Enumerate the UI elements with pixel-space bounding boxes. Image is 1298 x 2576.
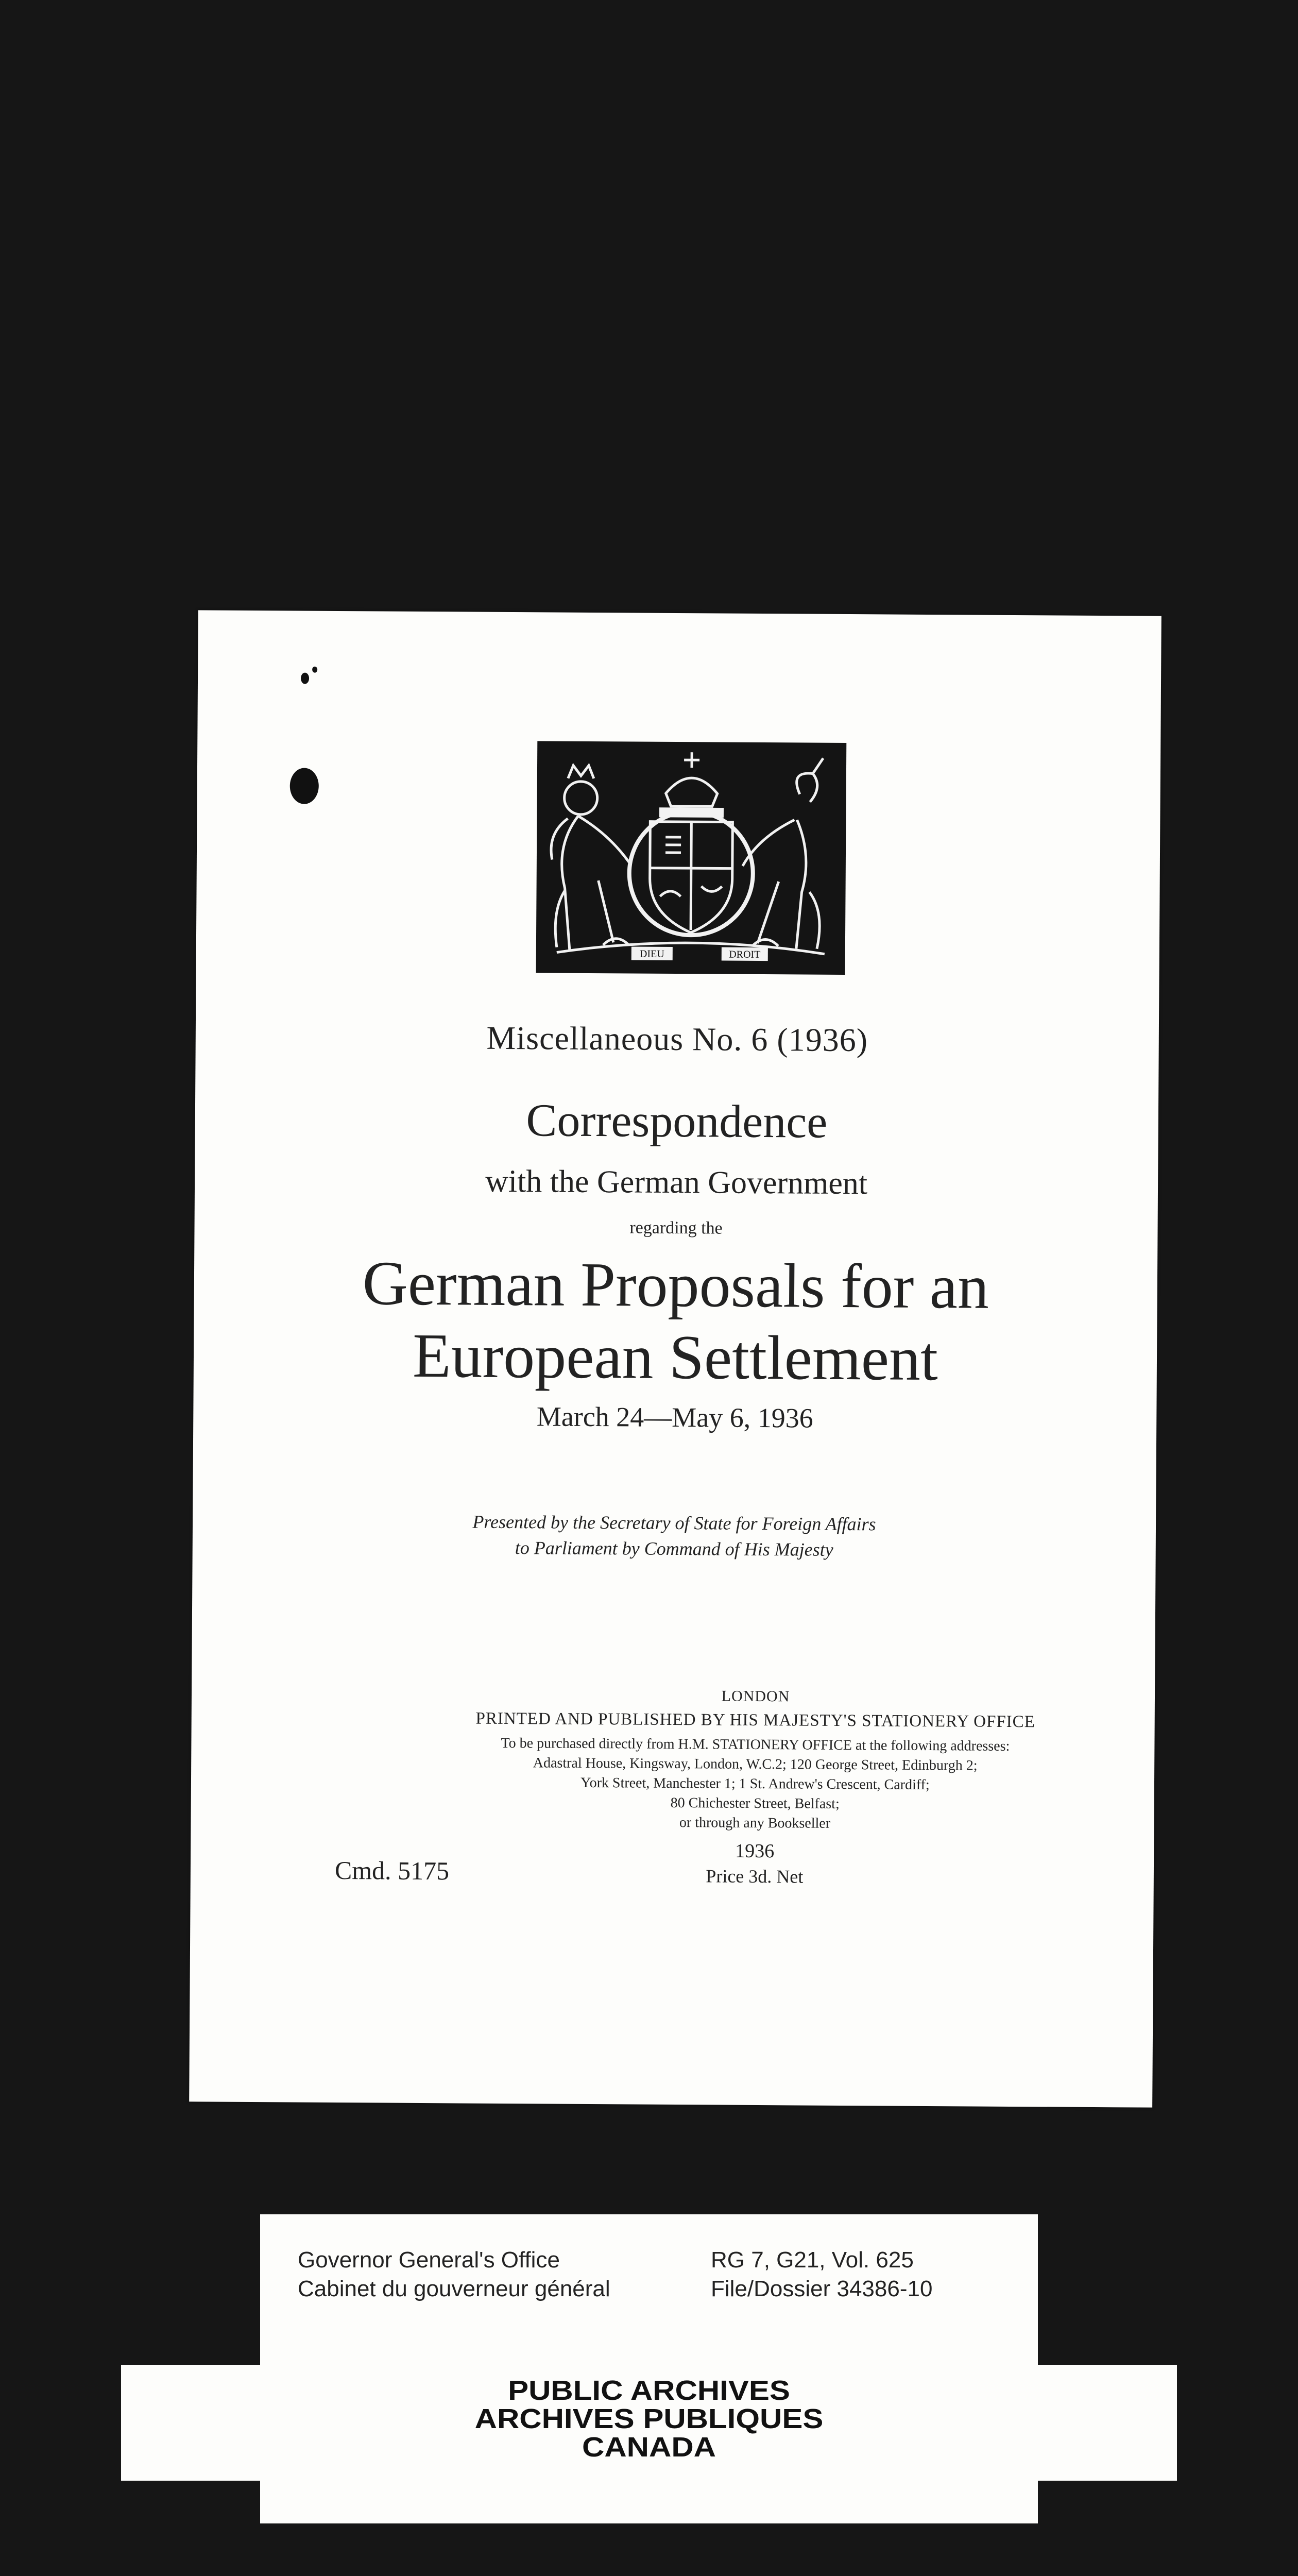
imprint-printer: PRINTED AND PUBLISHED BY HIS MAJESTY'S STATIONERY OFFICE: [475, 1709, 1036, 1732]
presented-line-1: Presented by the Secretary of State for Foreign Affairs: [472, 1511, 876, 1535]
imprint-city: LONDON: [721, 1687, 790, 1705]
title-line-1: German Proposals for an: [362, 1248, 989, 1322]
label-notch-left: [121, 2287, 260, 2365]
document-heading: Correspondence: [526, 1095, 828, 1148]
file-number: File/Dossier 34386-10: [711, 2276, 933, 2301]
archive-stamp-line-3: CANADA: [582, 2431, 716, 2463]
imprint-line: York Street, Manchester 1; 1 St. Andrew's Crescent, Cardiff;: [580, 1774, 930, 1793]
imprint-line: or through any Bookseller: [679, 1815, 831, 1832]
motto-left: DIEU: [639, 948, 664, 960]
record-group: RG 7, G21, Vol. 625: [711, 2247, 914, 2273]
ink-speck: [312, 667, 317, 673]
motto-right: DROIT: [729, 948, 761, 960]
royal-coat-of-arms: [536, 741, 847, 975]
title-line-2: European Settlement: [412, 1320, 938, 1394]
document-subheading: with the German Government: [485, 1163, 868, 1201]
office-name-en: Governor General's Office: [298, 2247, 560, 2273]
archive-stamp-line-2: ARCHIVES PUBLIQUES: [474, 2403, 824, 2434]
imprint-line: To be purchased directly from H.M. STATIONERY OFFICE at the following addresses:: [501, 1735, 1010, 1754]
document-page: [189, 610, 1162, 2107]
archive-stamp-line-1: PUBLIC ARCHIVES: [508, 2375, 790, 2406]
ink-speck: [301, 673, 309, 684]
imprint-line: 80 Chichester Street, Belfast;: [670, 1794, 840, 1812]
presented-line-2: to Parliament by Command of His Majesty: [515, 1537, 833, 1560]
command-number: Cmd. 5175: [334, 1855, 450, 1886]
date-range: March 24—May 6, 1936: [536, 1401, 813, 1434]
coat-of-arms-icon: [536, 741, 847, 975]
regarding-text: regarding the: [629, 1218, 723, 1238]
imprint-line: Adastral House, Kingsway, London, W.C.2; 120 George Street, Edinburgh 2;: [533, 1755, 978, 1774]
series-number: Miscellaneous No. 6 (1936): [486, 1019, 868, 1059]
office-name-fr: Cabinet du gouverneur général: [298, 2276, 610, 2301]
imprint-year: 1936: [735, 1840, 775, 1862]
label-notch-right: [1038, 2287, 1177, 2365]
imprint-price: Price 3d. Net: [706, 1866, 804, 1887]
ink-blot: [290, 768, 319, 804]
